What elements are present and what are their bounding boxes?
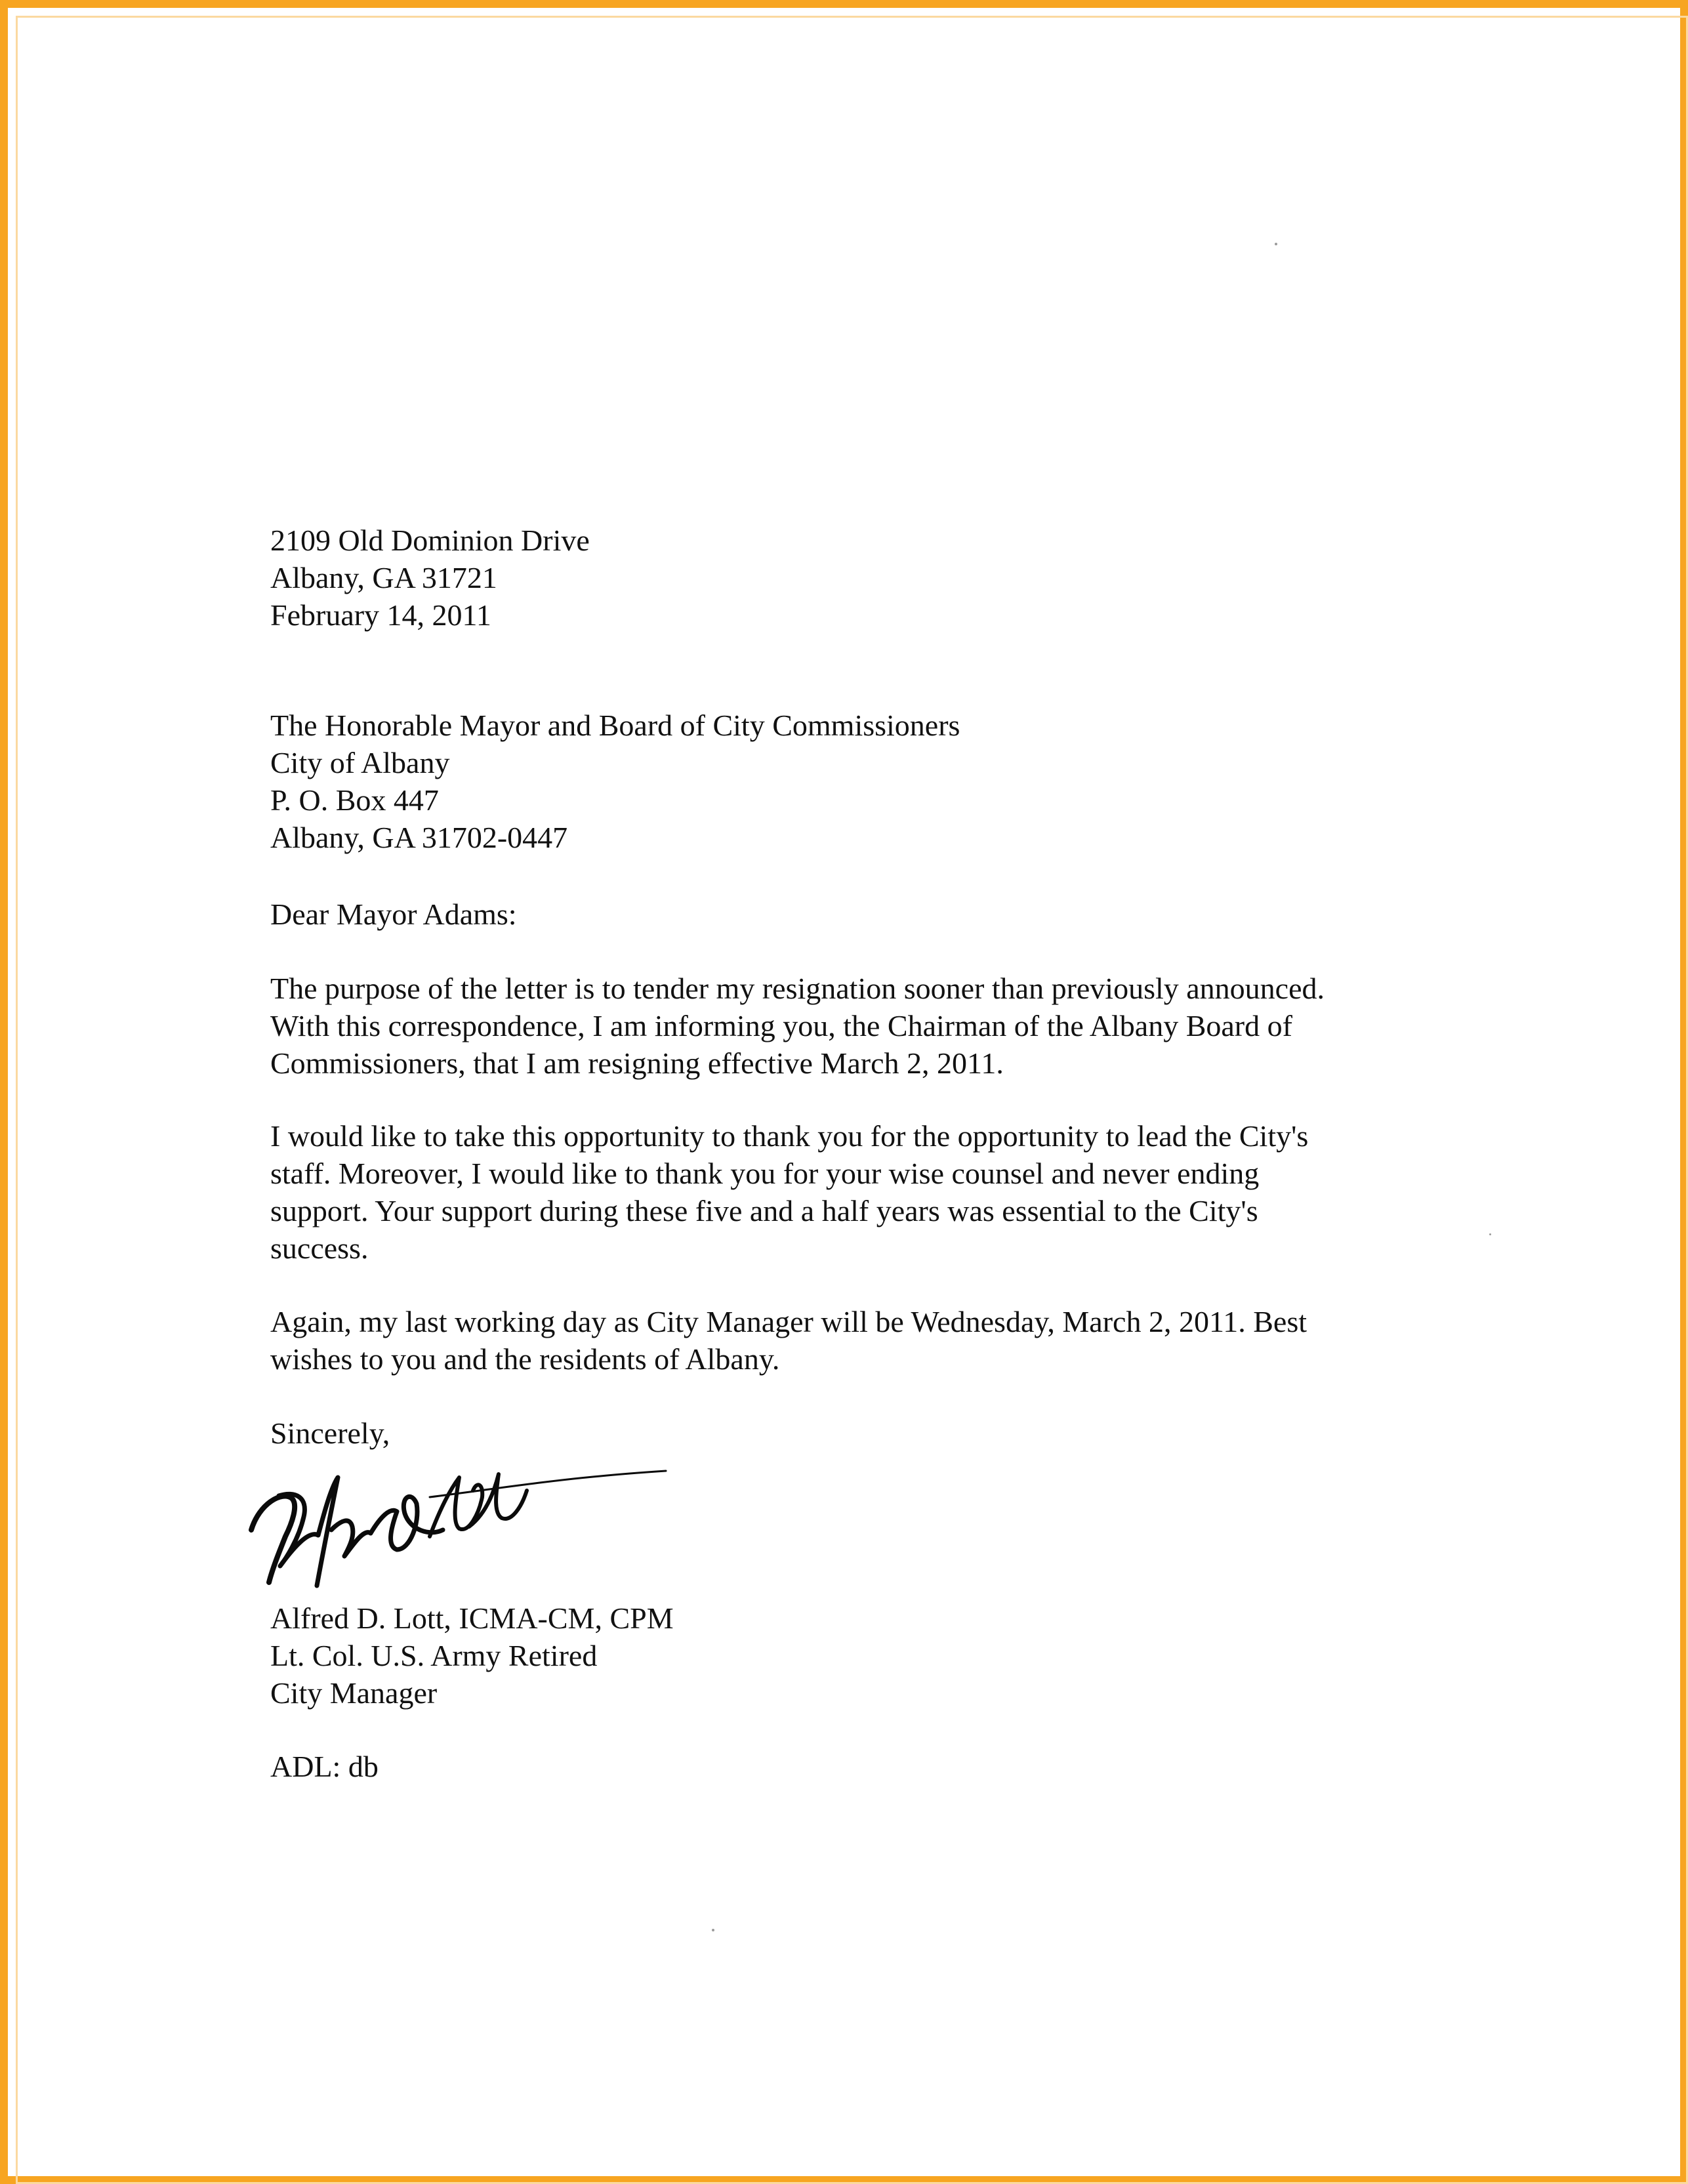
- body-paragraph-1: [270, 970, 1451, 1082]
- scan-speck: [1275, 243, 1277, 245]
- closing: [270, 1414, 1451, 1452]
- paragraph-line: success.: [270, 1231, 369, 1265]
- recipient-line-1: The Honorable Mayor and Board of City Commissioners: [270, 709, 960, 742]
- reference-initials-text: ADL: db: [270, 1750, 379, 1783]
- signer-title-2: City Manager: [270, 1676, 438, 1710]
- paragraph-line: Commissioners, that I am resigning effective March 2, 2011.: [270, 1046, 1004, 1080]
- sender-address: [270, 522, 1451, 634]
- recipient-address: [270, 707, 1451, 856]
- reference-initials: [270, 1748, 1451, 1785]
- recipient-line-3: P. O. Box 447: [270, 783, 439, 817]
- recipient-line-2: City of Albany: [270, 746, 450, 779]
- scan-speck: [712, 1929, 714, 1931]
- handwritten-signature: [233, 1451, 692, 1596]
- salutation-text: Dear Mayor Adams:: [270, 897, 517, 931]
- signature-block: [270, 1599, 1451, 1712]
- paragraph-line: Again, my last working day as City Manager will be Wednesday, March 2, 2011. Best: [270, 1305, 1307, 1338]
- recipient-line-4: Albany, GA 31702-0447: [270, 821, 568, 854]
- paragraph-line: support. Your support during these five and a half years was essential to the City's: [270, 1194, 1258, 1227]
- scan-speck: [1489, 1233, 1491, 1235]
- signer-name: Alfred D. Lott, ICMA-CM, CPM: [270, 1601, 674, 1635]
- salutation: [270, 896, 1451, 933]
- sender-street: 2109 Old Dominion Drive: [270, 524, 590, 557]
- letter-date: February 14, 2011: [270, 598, 491, 632]
- body-paragraph-3: [270, 1303, 1451, 1378]
- paragraph-line: wishes to you and the residents of Albany.: [270, 1342, 780, 1376]
- paragraph-line: With this correspondence, I am informing you, the Chairman of the Albany Board of: [270, 1009, 1292, 1042]
- signer-title-1: Lt. Col. U.S. Army Retired: [270, 1639, 598, 1672]
- body-paragraph-2: [270, 1117, 1451, 1267]
- paragraph-line: The purpose of the letter is to tender my resignation sooner than previously announced.: [270, 972, 1325, 1005]
- closing-text: Sincerely,: [270, 1416, 390, 1450]
- page-border-inner: [16, 16, 1688, 2184]
- paragraph-line: I would like to take this opportunity to thank you for the opportunity to lead the City's: [270, 1119, 1309, 1153]
- paragraph-line: staff. Moreover, I would like to thank you for your wise counsel and never ending: [270, 1157, 1260, 1190]
- sender-city-state-zip: Albany, GA 31721: [270, 561, 497, 594]
